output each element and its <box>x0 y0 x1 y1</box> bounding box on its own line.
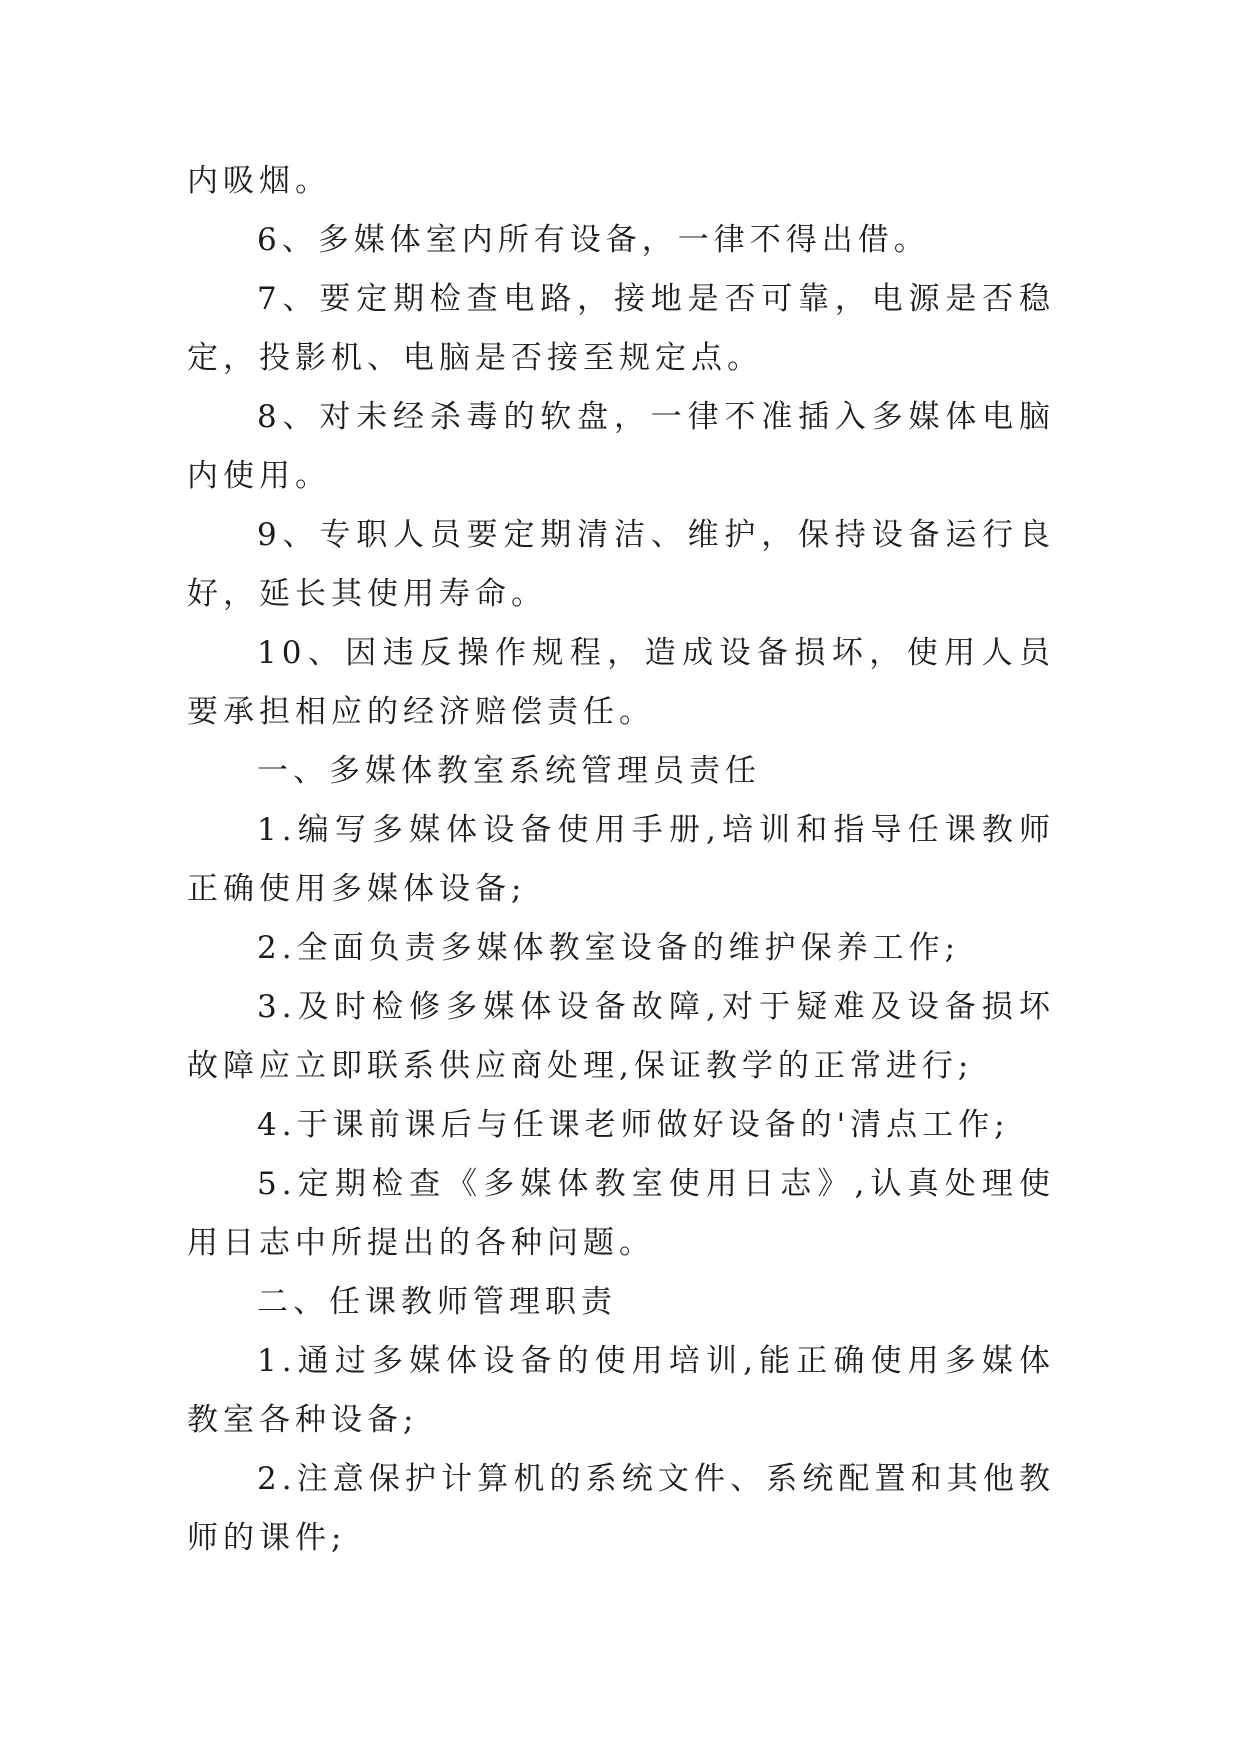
rule-9-cleaning-maintenance: 9、专职人员要定期清洁、维护，保持设备运行良好，延长其使用寿命。 <box>187 517 1055 612</box>
paragraph-smoking-continuation: 内吸烟。 <box>187 163 331 199</box>
admin-duty-2-maintenance: 2.全面负责多媒体教室设备的维护保养工作; <box>257 930 961 966</box>
teacher-duty-2-protect-files: 2.注意保护计算机的系统文件、系统配置和其他教师的课件; <box>187 1461 1055 1556</box>
admin-duty-3-repairs: 3.及时检修多媒体设备故障,对于疑难及设备损坏故障应立即联系供应商处理,保证教学的正常进行; <box>187 989 1055 1084</box>
rule-6-no-lending: 6、多媒体室内所有设备，一律不得出借。 <box>257 222 930 258</box>
rule-8-virus-scan-disks: 8、对未经杀毒的软盘，一律不准插入多媒体电脑内使用。 <box>187 399 1055 494</box>
rule-10-damage-compensation: 10、因违反操作规程，造成设备损坏，使用人员要承担相应的经济赔偿责任。 <box>187 635 1055 730</box>
admin-duty-4-inventory-check: 4.于课前课后与任课老师做好设备的'清点工作; <box>257 1107 1010 1143</box>
admin-duty-1-manual-training: 1.编写多媒体设备使用手册,培训和指导任课教师正确使用多媒体设备; <box>187 812 1055 907</box>
document-body <box>187 152 1055 1568</box>
teacher-duty-1-training: 1.通过多媒体设备的使用培训,能正确使用多媒体教室各种设备; <box>187 1343 1055 1438</box>
section-heading-teacher-duties: 二、任课教师管理职责 <box>257 1284 617 1320</box>
admin-duty-5-usage-log: 5.定期检查《多媒体教室使用日志》,认真处理使用日志中所提出的各种问题。 <box>187 1166 1055 1261</box>
rule-7-check-circuits: 7、要定期检查电路，接地是否可靠，电源是否稳定，投影机、电脑是否接至规定点。 <box>187 281 1055 376</box>
section-heading-admin-duties: 一、多媒体教室系统管理员责任 <box>257 753 761 789</box>
